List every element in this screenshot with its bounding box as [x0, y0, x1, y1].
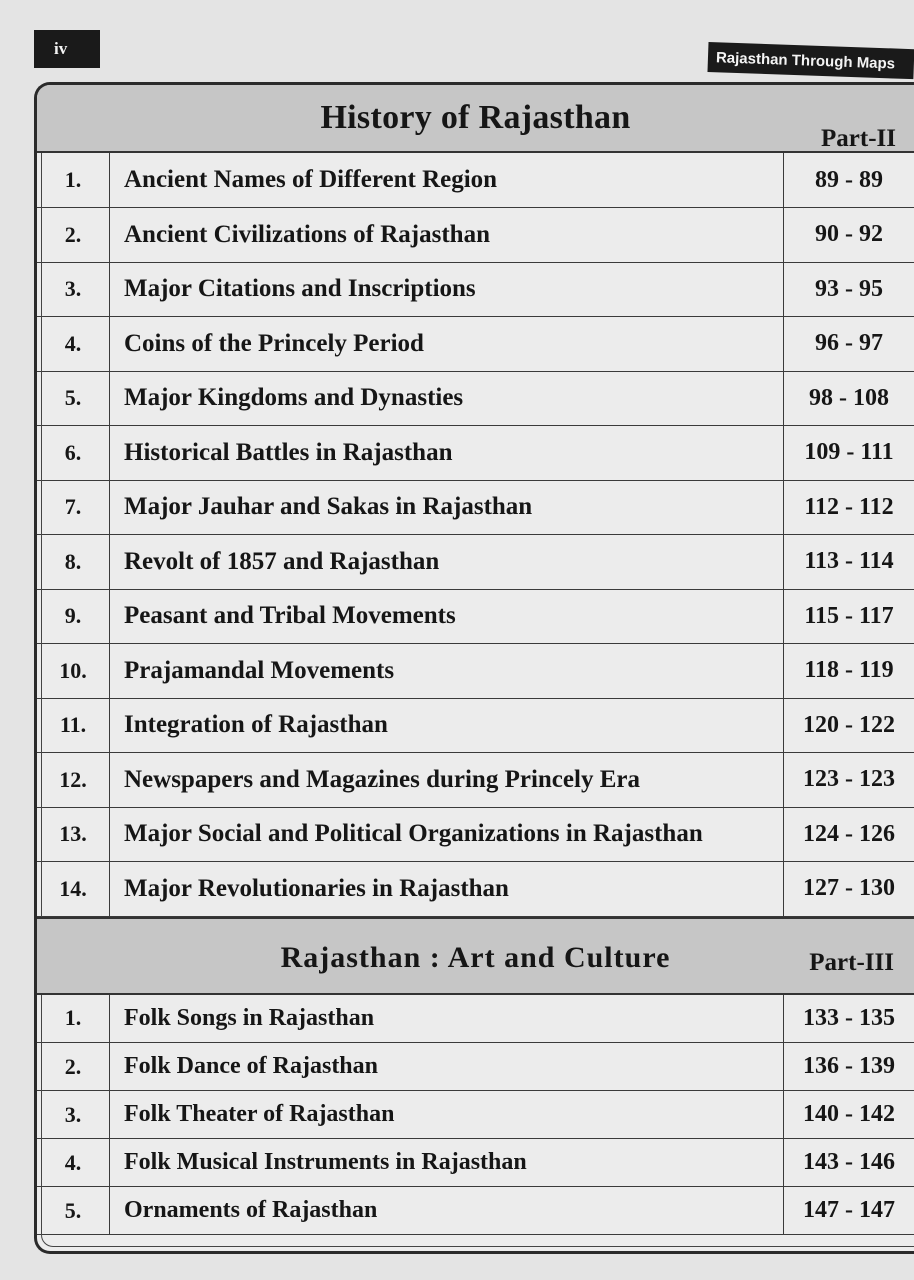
entry-number: 4.: [37, 1139, 110, 1187]
contents-row: [37, 535, 914, 590]
entry-number: 11.: [37, 698, 110, 753]
section-header-history: [37, 85, 914, 153]
entry-topic: Folk Musical Instruments in Rajasthan: [110, 1139, 784, 1187]
entry-topic: Major Citations and Inscriptions: [110, 262, 784, 317]
entry-pages: 113 - 114: [784, 535, 914, 590]
contents-row: [37, 371, 914, 426]
contents-row: [37, 644, 914, 699]
entry-number: 4.: [37, 317, 110, 372]
entry-pages: 90 - 92: [784, 208, 914, 263]
entry-topic: Integration of Rajasthan: [110, 698, 784, 753]
contents-row: [37, 589, 914, 644]
entry-pages: 127 - 130: [784, 862, 914, 917]
contents-row: [37, 317, 914, 372]
entry-topic: Folk Dance of Rajasthan: [110, 1043, 784, 1091]
entry-number: 3.: [37, 1091, 110, 1139]
contents-row: [37, 1187, 914, 1235]
entry-number: 8.: [37, 535, 110, 590]
book-title: Rajasthan Through Maps: [707, 42, 914, 79]
contents-row: [37, 1043, 914, 1091]
contents-row: [37, 862, 914, 917]
entry-topic: Coins of the Princely Period: [110, 317, 784, 372]
section-title: History of Rajasthan: [320, 99, 631, 136]
entry-pages: 89 - 89: [784, 153, 914, 208]
entry-topic: Prajamandal Movements: [110, 644, 784, 699]
contents-row: [37, 698, 914, 753]
entry-pages: 120 - 122: [784, 698, 914, 753]
entry-number: 7.: [37, 480, 110, 535]
entry-topic: Ancient Names of Different Region: [110, 153, 784, 208]
entry-topic: Folk Songs in Rajasthan: [110, 995, 784, 1043]
entry-topic: Revolt of 1857 and Rajasthan: [110, 535, 784, 590]
contents-row: [37, 807, 914, 862]
contents-row: [37, 153, 914, 208]
entry-number: 6.: [37, 426, 110, 481]
entry-topic: Ancient Civilizations of Rajasthan: [110, 208, 784, 263]
entry-pages: 118 - 119: [784, 644, 914, 699]
entry-topic: Ornaments of Rajasthan: [110, 1187, 784, 1235]
entry-pages: 112 - 112: [784, 480, 914, 535]
entry-pages: 123 - 123: [784, 753, 914, 808]
entry-number: 12.: [37, 753, 110, 808]
entry-pages: 140 - 142: [784, 1091, 914, 1139]
entry-pages: 115 - 117: [784, 589, 914, 644]
page-number: iv: [34, 30, 100, 68]
entry-pages: 147 - 147: [784, 1187, 914, 1235]
entry-pages: 109 - 111: [784, 426, 914, 481]
contents-row: [37, 262, 914, 317]
entry-topic: Historical Battles in Rajasthan: [110, 426, 784, 481]
entry-number: 5.: [37, 1187, 110, 1235]
entry-number: 1.: [37, 995, 110, 1043]
entry-number: 13.: [37, 807, 110, 862]
entry-pages: 96 - 97: [784, 317, 914, 372]
entry-number: 2.: [37, 208, 110, 263]
contents-row: [37, 995, 914, 1043]
entry-topic: Major Kingdoms and Dynasties: [110, 371, 784, 426]
entry-number: 5.: [37, 371, 110, 426]
contents-row: [37, 480, 914, 535]
entry-topic: Folk Theater of Rajasthan: [110, 1091, 784, 1139]
entry-pages: 98 - 108: [784, 371, 914, 426]
entry-number: 1.: [37, 153, 110, 208]
entry-number: 14.: [37, 862, 110, 917]
contents-row: [37, 426, 914, 481]
contents-frame: [34, 82, 914, 1254]
contents-table-history: [37, 153, 914, 917]
entry-pages: 93 - 95: [784, 262, 914, 317]
part-label: Part-II: [821, 125, 896, 152]
entry-topic: Peasant and Tribal Movements: [110, 589, 784, 644]
entry-topic: Major Social and Political Organizations in Rajasthan: [110, 807, 784, 862]
entry-number: 9.: [37, 589, 110, 644]
contents-row: [37, 208, 914, 263]
part-label: Part-III: [809, 948, 894, 976]
section-title: Rajasthan : Art and Culture: [280, 940, 671, 974]
entry-number: 2.: [37, 1043, 110, 1091]
entry-pages: 133 - 135: [784, 995, 914, 1043]
contents-row: [37, 1091, 914, 1139]
entry-pages: 136 - 139: [784, 1043, 914, 1091]
contents-row: [37, 1139, 914, 1187]
entry-pages: 124 - 126: [784, 807, 914, 862]
entry-pages: 143 - 146: [784, 1139, 914, 1187]
contents-row: [37, 753, 914, 808]
entry-number: 3.: [37, 262, 110, 317]
entry-number: 10.: [37, 644, 110, 699]
entry-topic: Newspapers and Magazines during Princely Era: [110, 753, 784, 808]
entry-topic: Major Revolutionaries in Rajasthan: [110, 862, 784, 917]
contents-table-art-culture: [37, 995, 914, 1236]
entry-topic: Major Jauhar and Sakas in Rajasthan: [110, 480, 784, 535]
section-header-art-culture: [37, 917, 914, 995]
